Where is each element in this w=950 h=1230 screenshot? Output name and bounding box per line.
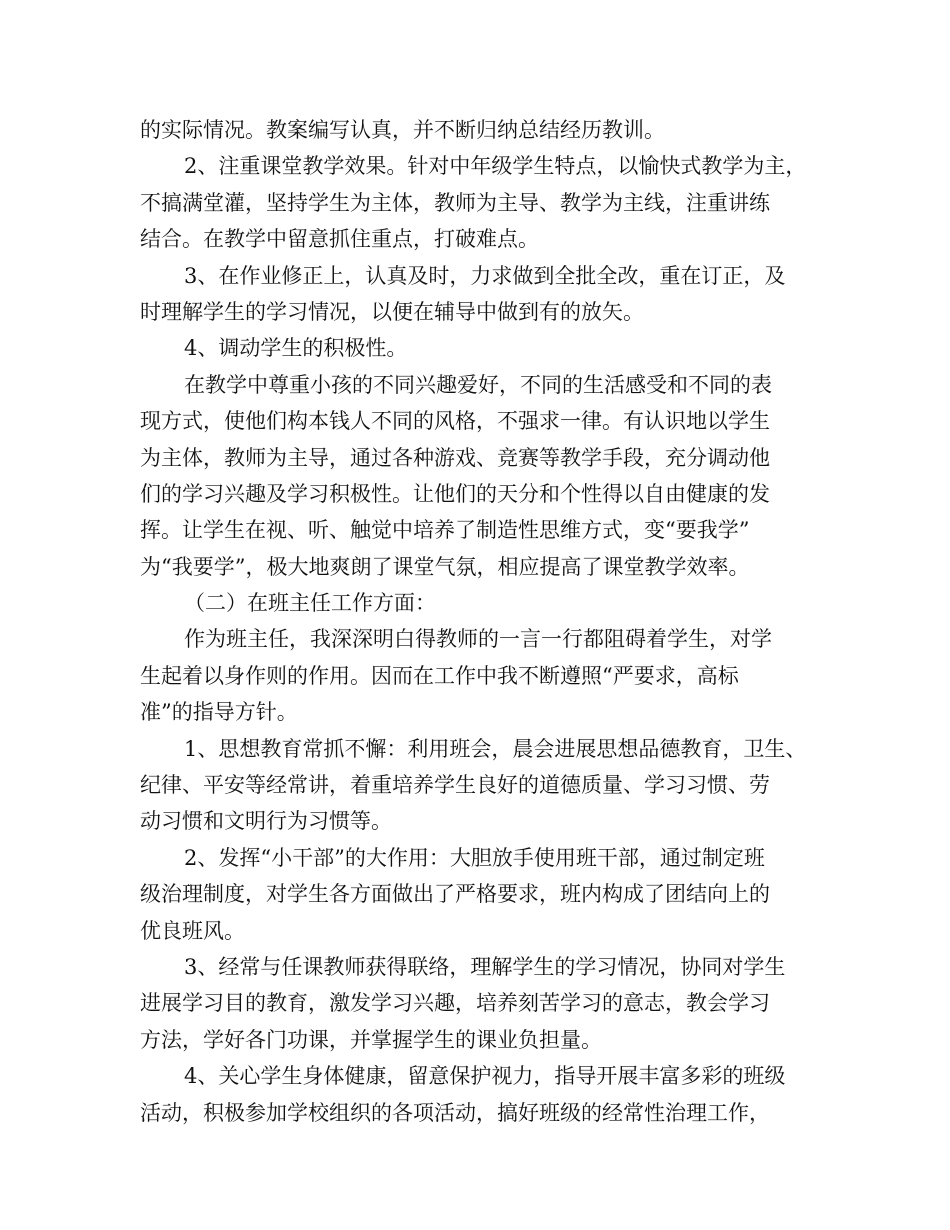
text-line: 作为班主任，我深深明白得教师的一言一行都阻碍着学生，对学: [184, 627, 772, 652]
text-line: 们的学习兴趣及学习积极性。让他们的天分和个性得以自由健康的发: [140, 481, 770, 506]
text-line: 级治理制度，对学生各方面做出了严格要求，班内构成了团结向上的: [140, 882, 770, 907]
text-line: 进展学习目的教育，激发学习兴趣，培养刻苦学习的意志，教会学习: [140, 991, 770, 1016]
text-line: 不搞满堂灌，坚持学生为主体，教师为主导、教学为主线，注重讲练: [140, 190, 770, 215]
document-body: [140, 112, 820, 1131]
text-line: 1、思想教育常抓不懈：利用班会，晨会进展思想品德教育，卫生、: [184, 736, 807, 761]
text-line: 的实际情况。教案编写认真，并不断归纳总结经历教训。: [140, 118, 665, 142]
text-line: 2、发挥“小干部”的大作用：大胆放手使用班干部，通过制定班: [184, 845, 765, 870]
text-line: 动习惯和文明行为习惯等。: [140, 809, 392, 834]
text-line: 在教学中尊重小孩的不同兴趣爱好，不同的生活感受和不同的表: [184, 372, 772, 397]
text-line: 现方式，使他们构本钱人不同的风格，不强求一律。有认识地以学生: [140, 409, 770, 434]
text-line: 挥。让学生在视、听、触觉中培养了制造性思维方式，变“要我学”: [140, 518, 750, 543]
text-line: 2、注重课堂教学效果。针对中年级学生特点，以愉快式教学为主，: [184, 154, 807, 179]
text-line: 为主体，教师为主导，通过各种游戏、竞赛等教学手段，充分调动他: [140, 445, 770, 470]
text-line: 结合。在教学中留意抓住重点，打破难点。: [140, 227, 539, 252]
text-line: 生起着以身作则的作用。因而在工作中我不断遵照“严要求，高标: [140, 663, 739, 688]
text-line: 活动，积极参加学校组织的各项活动，搞好班级的经常性治理工作，: [140, 1100, 770, 1125]
text-line: 准”的指导方针。: [140, 700, 298, 725]
text-line: （二）在班主任工作方面：: [184, 591, 436, 616]
text-line: 纪律、平安等经常讲，着重培养学生良好的道德质量、学习习惯、劳: [140, 773, 770, 798]
text-line: 3、经常与任课教师获得联络，理解学生的学习情况，协同对学生: [184, 954, 786, 979]
text-line: 时理解学生的学习情况，以便在辅导中做到有的放矢。: [140, 299, 644, 324]
text-line: 优良班风。: [140, 918, 245, 943]
text-line: 4、调动学生的积极性。: [184, 336, 408, 361]
text-line: 为“我要学”，极大地爽朗了课堂气氛，相应提高了课堂教学效率。: [140, 554, 750, 579]
text-line: 方法，学好各门功课，并掌握学生的课业负担量。: [140, 1027, 602, 1052]
text-line: 4、关心学生身体健康，留意保护视力，指导开展丰富多彩的班级: [184, 1064, 786, 1089]
text-line: 3、在作业修正上，认真及时，力求做到全批全改，重在订正，及: [184, 263, 786, 288]
